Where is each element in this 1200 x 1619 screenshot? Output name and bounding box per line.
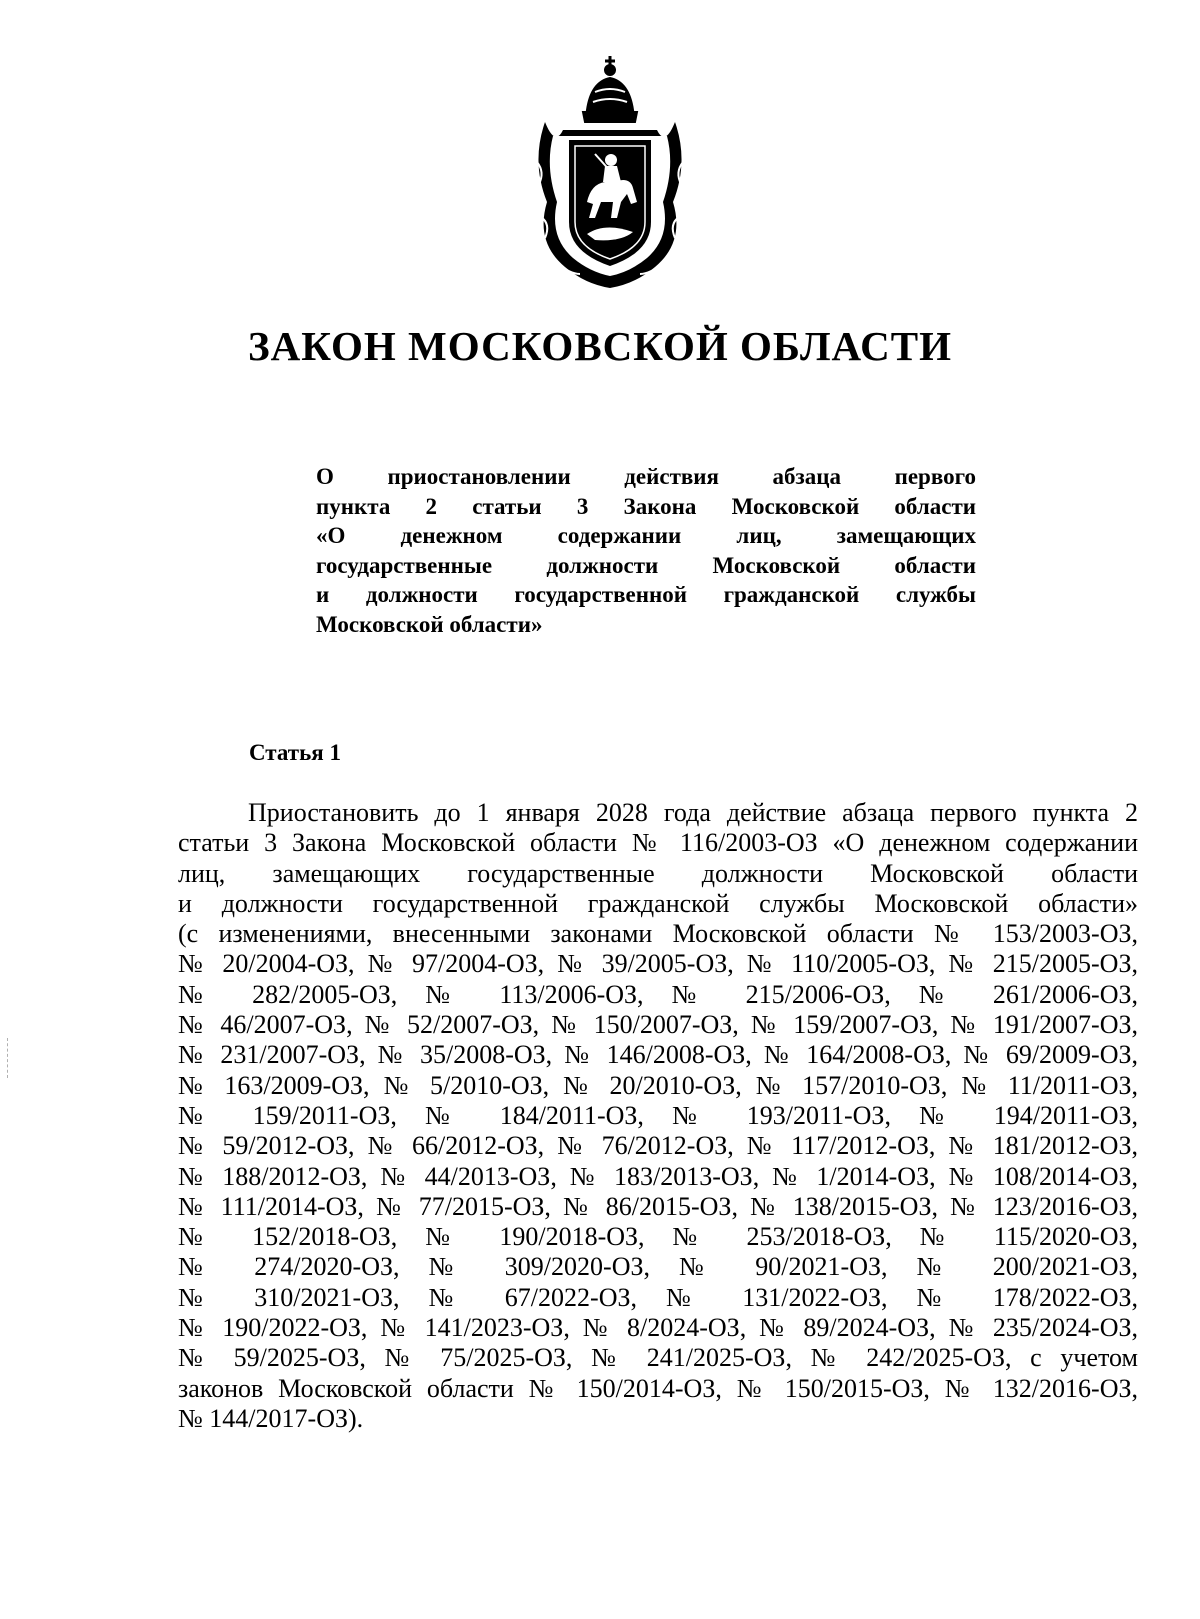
subject-line: и должности государственной гражданской службы bbox=[316, 582, 976, 608]
law-subject bbox=[316, 462, 976, 640]
subject-line: Московской области» bbox=[316, 611, 543, 637]
law-title: ЗАКОН МОСКОВСКОЙ ОБЛАСТИ bbox=[248, 323, 952, 369]
article-line: № 310/2021-ОЗ, № 67/2022-ОЗ, № 131/2022-ОЗ, № 178/2022-ОЗ, bbox=[178, 1282, 1138, 1312]
article-line: № 20/2004-ОЗ, № 97/2004-ОЗ, № 39/2005-ОЗ, № 110/2005-ОЗ, № 215/2005-ОЗ, bbox=[178, 949, 1138, 979]
subject-line: О приостановлении действия абзаца первого bbox=[316, 464, 976, 489]
article-line: № 111/2014-ОЗ, № 77/2015-ОЗ, № 86/2015-ОЗ, № 138/2015-ОЗ, № 123/2016-ОЗ, bbox=[178, 1191, 1138, 1221]
article-line: и должности государственной гражданской службы Московской области» bbox=[178, 888, 1138, 918]
article-line: № 190/2022-ОЗ, № 141/2023-ОЗ, № 8/2024-ОЗ, № 89/2024-ОЗ, № 235/2024-ОЗ, bbox=[178, 1313, 1138, 1343]
scan-margin-mark bbox=[7, 1038, 9, 1078]
article-line: № 152/2018-ОЗ, № 190/2018-ОЗ, № 253/2018-ОЗ, № 115/2020-ОЗ, bbox=[178, 1222, 1138, 1252]
article-line: Приостановить до 1 января 2028 года действие абзаца первого пункта 2 bbox=[248, 798, 1138, 827]
article-line: № 59/2012-ОЗ, № 66/2012-ОЗ, № 76/2012-ОЗ, № 117/2012-ОЗ, № 181/2012-ОЗ, bbox=[178, 1131, 1138, 1161]
subject-line: государственные должности Московской области bbox=[316, 552, 976, 578]
article-line: законов Московской области № 150/2014-ОЗ, № 150/2015-ОЗ, № 132/2016-ОЗ, bbox=[178, 1373, 1138, 1403]
article-line: № 274/2020-ОЗ, № 309/2020-ОЗ, № 90/2021-ОЗ, № 200/2021-ОЗ, bbox=[178, 1252, 1138, 1282]
article-body bbox=[178, 798, 1138, 1434]
article-line: № 159/2011-ОЗ, № 184/2011-ОЗ, № 193/2011-ОЗ, № 194/2011-ОЗ, bbox=[178, 1100, 1138, 1130]
article-line: № 163/2009-ОЗ, № 5/2010-ОЗ, № 20/2010-ОЗ, № 157/2010-ОЗ, № 11/2011-ОЗ, bbox=[178, 1070, 1138, 1100]
article-line: статьи 3 Закона Московской области № 116/2003-ОЗ «О денежном содержании bbox=[178, 828, 1138, 858]
coat-of-arms-icon bbox=[525, 52, 695, 292]
article-line: № 231/2007-ОЗ, № 35/2008-ОЗ, № 146/2008-ОЗ, № 164/2008-ОЗ, № 69/2009-ОЗ, bbox=[178, 1040, 1138, 1070]
subject-line: «О денежном содержании лиц, замещающих bbox=[316, 523, 976, 549]
article-line: № 188/2012-ОЗ, № 44/2013-ОЗ, № 183/2013-ОЗ, № 1/2014-ОЗ, № 108/2014-ОЗ, bbox=[178, 1161, 1138, 1191]
article-line: (с изменениями, внесенными законами Московской области № 153/2003-ОЗ, bbox=[178, 919, 1138, 949]
article-line: № 59/2025-ОЗ, № 75/2025-ОЗ, № 241/2025-ОЗ, № 242/2025-ОЗ, с учетом bbox=[178, 1343, 1138, 1373]
article-line: № 46/2007-ОЗ, № 52/2007-ОЗ, № 150/2007-ОЗ, № 159/2007-ОЗ, № 191/2007-ОЗ, bbox=[178, 1010, 1138, 1040]
article-heading: Статья 1 bbox=[249, 740, 341, 765]
article-line: № 144/2017-ОЗ). bbox=[178, 1403, 364, 1433]
article-line: № 282/2005-ОЗ, № 113/2006-ОЗ, № 215/2006-ОЗ, № 261/2006-ОЗ, bbox=[178, 979, 1138, 1009]
subject-line: пункта 2 статьи 3 Закона Московской области bbox=[316, 493, 976, 519]
article-line: лиц, замещающих государственные должности Московской области bbox=[178, 858, 1138, 888]
